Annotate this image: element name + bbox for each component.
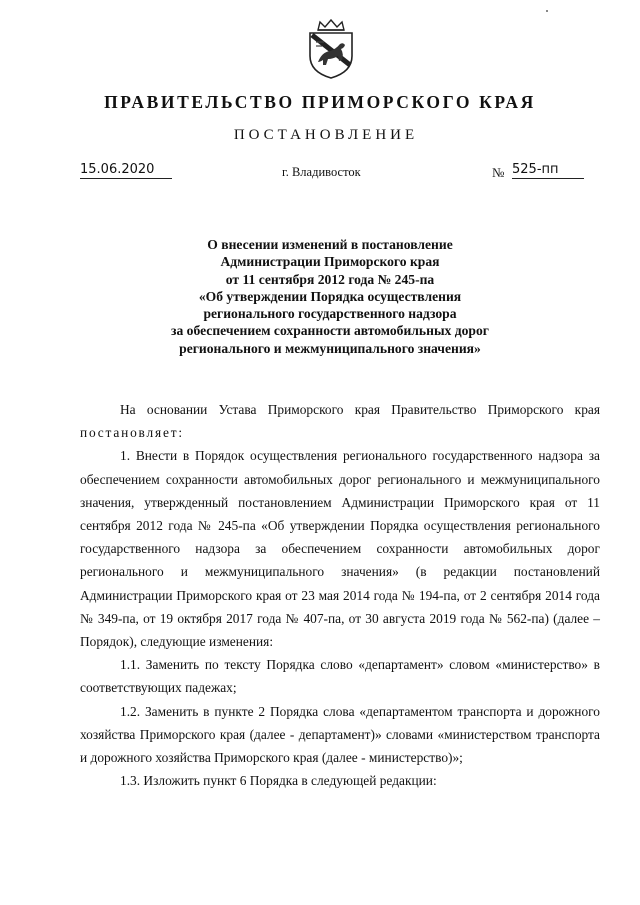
intro-text: На основании Устава Приморского края Правительство Приморского края — [120, 402, 600, 417]
subject-line: О внесении изменений в постановление — [207, 237, 453, 252]
document-date: 15.06.2020 — [80, 162, 172, 179]
subject-line: регионального и межмуниципального значения» — [179, 340, 481, 356]
document-number: 525-пп — [512, 162, 584, 179]
document-meta — [80, 162, 600, 186]
subject-line: регионального государственного надзора — [203, 306, 457, 322]
document-subject — [160, 236, 500, 357]
government-title: ПРАВИТЕЛЬСТВО ПРИМОРСКОГО КРАЯ — [104, 92, 536, 112]
document-city: г. Владивосток — [282, 165, 361, 179]
resolves-word: постановляет: — [80, 425, 184, 441]
coat-of-arms-icon — [304, 18, 358, 80]
scan-speck — [546, 10, 548, 12]
clause-1-3: 1.3. Изложить пункт 6 Порядка в следующей редакции: — [120, 773, 437, 789]
subject-line: за обеспечением сохранности автомобильных дорог — [171, 323, 489, 339]
subject-line: от 11 сентября 2012 года № 245-па — [225, 271, 435, 287]
intro-paragraph — [80, 398, 600, 444]
document-body — [80, 398, 600, 792]
document-type: ПОСТАНОВЛЕНИЕ — [233, 127, 419, 143]
subject-line: «Об утверждении Порядка осуществления — [198, 288, 462, 304]
subject-line: Администрации Приморского края — [220, 254, 440, 270]
clause-1-1: 1.1. Заменить по тексту Порядка слово «департамент» словом «министерство» в соответствующих падежах; — [80, 657, 600, 696]
document-number-label: № — [492, 165, 505, 180]
clause-1: 1. Внести в Порядок осуществления регионального государственного надзора за обеспечением сохранности автомобильных дорог регионального и межмуниципального значения, утвержденный постановлением Администрации Приморского края от 11 сентября 2012 года № 245-па «Об утверждении Порядка осуществления регионального государственного надзора за обеспечением сохранности автомобильных дорог регионального и межмуниципального значения» (в редакции постановлений Администрации Приморского края от 23 мая 2014 года № 194-па, от 2 сентября 2014 года № 349-па, от 19 октября 2017 года № 407-па, от 30 августа 2019 года № 562-па) (далее – Порядок), следующие изменения: — [80, 448, 600, 650]
clause-1-2: 1.2. Заменить в пункте 2 Порядка слова «департаментом транспорта и дорожного хозяйства Приморского края (далее - департамент)» словами «министерством транспорта и дорожного хозяйства Приморского края (далее - министерство)»; — [80, 703, 600, 766]
